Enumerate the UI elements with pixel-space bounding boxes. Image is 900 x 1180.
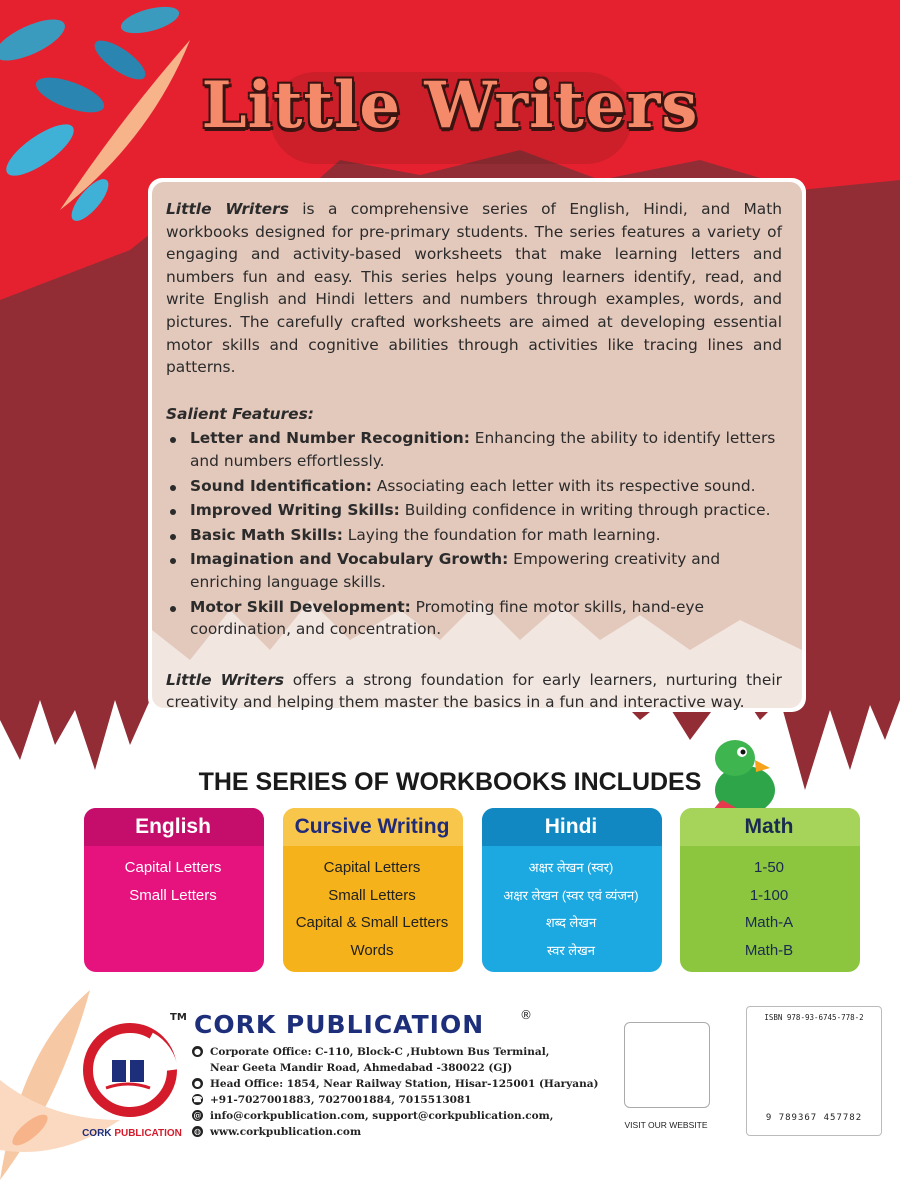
isbn-label: ISBN 978-93-6745-778-2: [764, 1013, 864, 1022]
head-office-text: Head Office: 1854, Near Railway Station, Hisar-125001 (Haryana): [210, 1078, 599, 1090]
phone-row: [192, 1092, 598, 1108]
card-items: [680, 846, 858, 964]
closing-lead: Little Writers: [166, 670, 285, 689]
intro-lead: Little Writers: [166, 200, 289, 218]
card-item: Capital Letters: [124, 859, 222, 876]
feature-term: Imagination and Vocabulary Growth:: [190, 550, 509, 569]
publisher-contact: [192, 1044, 598, 1140]
card-item: 1-50: [753, 859, 785, 876]
card-math: [680, 808, 858, 972]
card-item: Capital Letters: [323, 859, 421, 876]
card-items: [84, 846, 262, 909]
card-title: Math: [744, 815, 794, 838]
feature-term: Motor Skill Development:: [190, 597, 411, 616]
features-list: [166, 427, 782, 640]
salient-features-heading: Salient Features:: [166, 404, 314, 423]
series-heading: THE SERIES OF WORKBOOKS INCLUDES: [198, 768, 702, 796]
feature-desc: Associating each letter with its respective sound.: [371, 476, 756, 495]
card-title: Cursive Writing: [294, 815, 450, 838]
feature-item: [166, 475, 782, 498]
card-title: Hindi: [544, 815, 598, 838]
email-icon: @: [193, 1110, 202, 1120]
card-item: शब्द लेखन: [545, 915, 597, 930]
isbn-digits: 9 789367 457782: [765, 1113, 863, 1123]
website-link[interactable]: www.corkpublication.com: [210, 1126, 362, 1138]
card-hindi: [482, 808, 660, 972]
feature-desc: Promoting fine motor skills, hand-eye coordination, and concentration.: [190, 597, 704, 639]
card-item: Words: [350, 941, 394, 959]
location-pin-icon: ●: [192, 1046, 203, 1057]
phone-numbers[interactable]: +91-7027001883, 7027001884, 7015513081: [210, 1094, 472, 1106]
feature-term: Improved Writing Skills:: [190, 501, 400, 520]
qr-frame[interactable]: [624, 1022, 710, 1108]
qr-label: VISIT OUR WEBSITE: [624, 1120, 708, 1130]
logo-caption: [82, 1128, 182, 1139]
closing-paragraph: [166, 669, 782, 714]
feature-term: Basic Math Skills:: [190, 525, 343, 544]
card-english: [84, 808, 262, 972]
description-panel: [150, 180, 804, 710]
card-item: Math-B: [744, 941, 794, 959]
feature-item: [166, 499, 782, 522]
card-items: [482, 846, 660, 964]
corporate-line-1: Corporate Office: C-110, Block-C ,Hubtown Bus Terminal,: [210, 1046, 550, 1058]
card-item: Capital & Small Letters: [295, 914, 449, 931]
corporate-address: [192, 1044, 598, 1060]
trademark-mark: TM: [170, 1012, 187, 1023]
isbn-barcode-box: [746, 1006, 882, 1136]
feature-desc: Laying the foundation for math learning.: [342, 525, 661, 544]
feature-item: [166, 427, 782, 472]
email-row: [192, 1108, 598, 1124]
publisher-name: CORK PUBLICATION: [194, 1010, 485, 1039]
card-item: Small Letters: [328, 886, 416, 904]
feature-desc: Enhancing the ability to identify letters and numbers effortlessly.: [190, 429, 776, 470]
card-title: English: [135, 815, 211, 838]
logo-caption-publication: PUBLICATION: [114, 1128, 182, 1139]
logo-caption-cork: CORK: [82, 1128, 115, 1139]
card-item: अक्षर लेखन (स्वर एवं व्यंजन): [503, 887, 639, 903]
phone-icon: ☎: [192, 1094, 203, 1104]
feature-item: [166, 524, 782, 547]
feature-desc: Building confidence in writing through practice.: [399, 501, 771, 520]
website-row: [192, 1124, 598, 1140]
card-cursive-writing: [283, 808, 461, 972]
feature-item: [166, 548, 782, 593]
card-item: स्वर लेखन: [547, 942, 595, 958]
closing-text: offers a strong foundation for early learners, nurturing their creativity and helping them master the basics in a fun and interactive way.: [166, 670, 783, 712]
card-item: Math-A: [744, 914, 794, 931]
book-title: Little Writers: [201, 68, 699, 143]
intro-paragraph: [166, 198, 782, 379]
card-item: अक्षर लेखन (स्वर): [528, 860, 614, 875]
corporate-line-2: Near Geeta Mandir Road, Ahmedabad -380022 (GJ): [210, 1062, 513, 1074]
feature-term: Sound Identification:: [190, 476, 372, 495]
card-item: Small Letters: [129, 886, 217, 904]
card-items: [283, 846, 461, 964]
location-pin-icon: ●: [192, 1078, 203, 1089]
cork-logo: [88, 1028, 172, 1112]
feature-term: Letter and Number Recognition:: [190, 429, 470, 448]
intro-text: is a comprehensive series of English, Hindi, and Math workbooks designed for pre-primary students. The series features a variety of engaging and activity-based worksheets that make learning letters and numbers fun and easy. This series helps young learners identify, read, and write English and Hindi letters and numbers through examples, words, and pictures. The carefully crafted worksheets are aimed at developing essential motor skills and cognitive abilities through activities like tracing lines and patterns.: [166, 200, 783, 377]
globe-icon: ◍: [192, 1126, 203, 1137]
registered-mark: ®: [520, 1008, 532, 1022]
email-addresses[interactable]: info@corkpublication.com, support@corkpublication.com,: [210, 1110, 554, 1122]
feature-desc: Empowering creativity and enriching language skills.: [190, 550, 721, 591]
feature-item: [166, 596, 782, 641]
card-item: 1-100: [749, 886, 789, 904]
head-office: [192, 1076, 598, 1092]
